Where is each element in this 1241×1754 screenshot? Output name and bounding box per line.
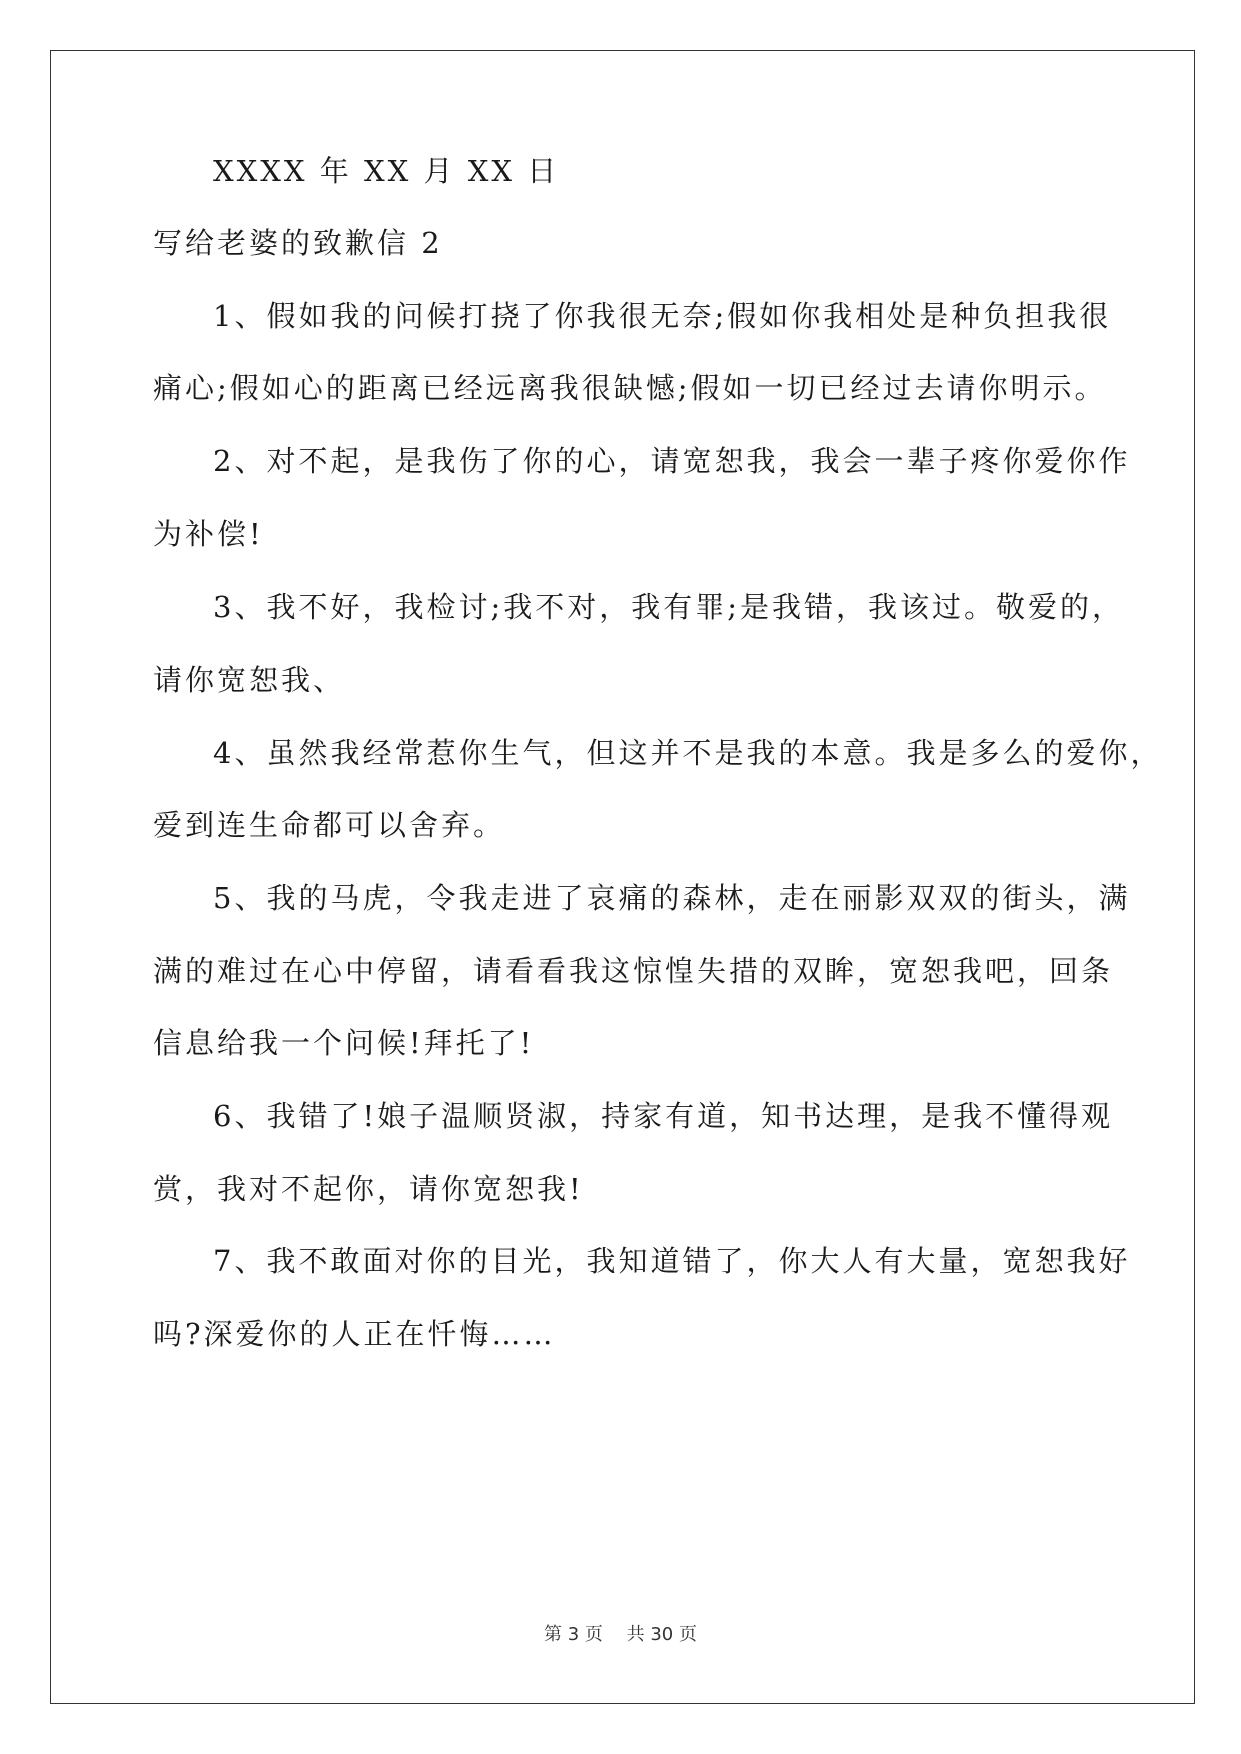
- paragraph-line: 信息给我一个问候!拜托了!: [153, 1026, 535, 1060]
- paragraph-line: 4、虽然我经常惹你生气，但这并不是我的本意。我是多么的爱你，: [213, 736, 1163, 770]
- paragraph-line: 请你宽恕我、: [153, 663, 346, 697]
- paragraph-line: 3、我不好，我检讨;我不对，我有罪;是我错，我该过。敬爱的，: [213, 590, 1124, 624]
- paragraph-line: 痛心;假如心的距离已经远离我很缺憾;假如一切已经过去请你明示。: [153, 371, 1107, 405]
- paragraph-line: 6、我错了!娘子温顺贤淑，持家有道，知书达理，是我不懂得观: [213, 1099, 1114, 1133]
- paragraph-line: 1、假如我的问候打挠了你我很无奈;假如你我相处是种负担我很: [213, 299, 1112, 333]
- page-number-footer: 第 3 页 共 30 页: [544, 1624, 697, 1645]
- letter-heading: 写给老婆的致歉信 2: [153, 226, 443, 260]
- paragraph-line: 满的难过在心中停留，请看看我这惊惶失措的双眸，宽恕我吧，回条: [153, 954, 1114, 988]
- paragraph-line: 吗?深爱你的人正在忏悔……: [153, 1317, 556, 1351]
- paragraph-line: 为补偿!: [153, 517, 264, 551]
- paragraph-line: 爱到连生命都可以舍弃。: [153, 808, 506, 842]
- paragraph-line: 7、我不敢面对你的目光，我知道错了，你大人有大量，宽恕我好: [213, 1244, 1131, 1278]
- date-line: XXXX 年 XX 月 XX 日: [213, 154, 560, 188]
- paragraph-line: 5、我的马虎，令我走进了哀痛的森林，走在丽影双双的街头，满: [213, 881, 1131, 915]
- paragraph-line: 2、对不起，是我伤了你的心，请宽恕我，我会一辈子疼你爱你作: [213, 444, 1131, 478]
- paragraph-line: 赏，我对不起你，请你宽恕我!: [153, 1172, 584, 1206]
